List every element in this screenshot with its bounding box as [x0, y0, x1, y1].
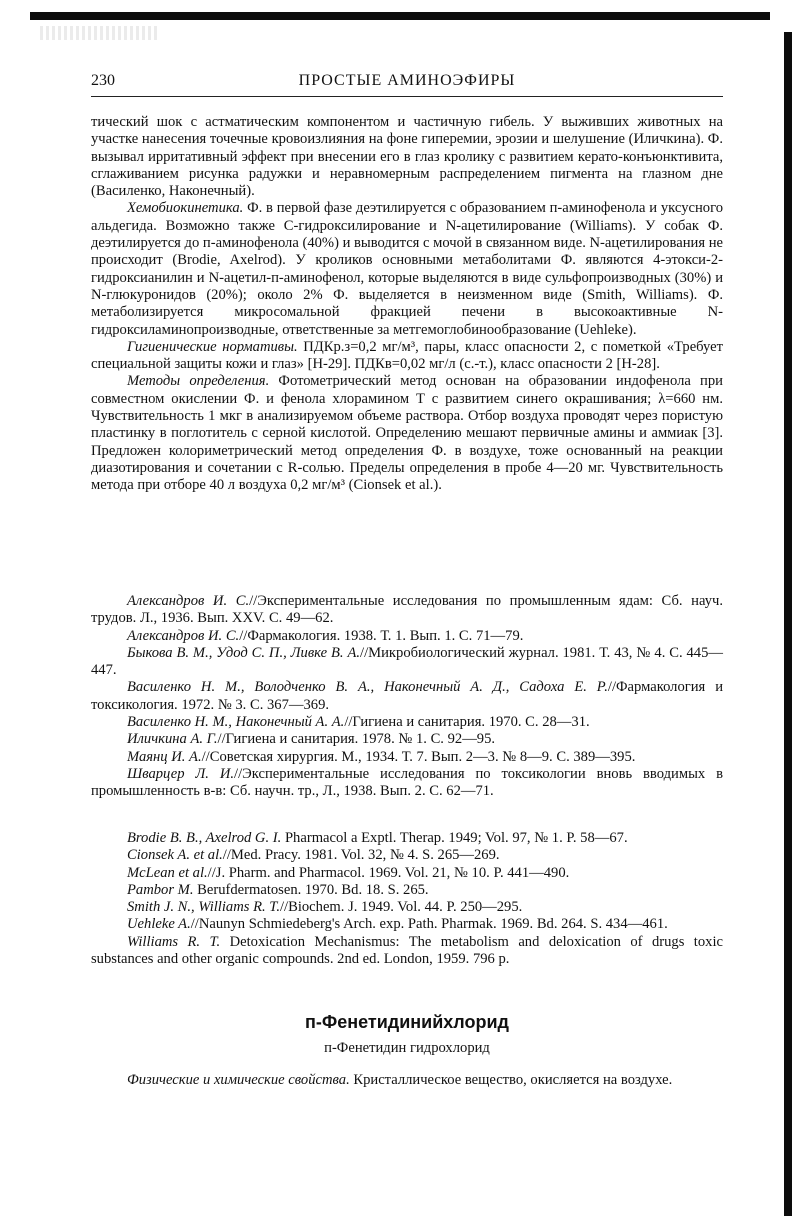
reference-source: //Экспериментальные исследования по токсикологии вновь вводимых в промышленность в-в: Сб. научн. тр., Л., 1938. Вып. 2. С. 62—71.	[91, 765, 723, 800]
paragraph-heading: Гигиенические нормативы.	[127, 338, 298, 355]
reference-source: //Med. Pracy. 1981. Vol. 32, № 4. S. 265—269.	[222, 847, 500, 864]
reference-authors: Smith J. N., Williams R. T.	[127, 899, 280, 916]
reference-source: //Гигиена и санитария. 1978. № 1. С. 92—95.	[217, 731, 496, 748]
page-number: 230	[91, 72, 115, 89]
reference-authors: Василенко Н. М., Наконечный А. А.	[127, 714, 345, 731]
reference-source: Detoxication Mechanismus: The metabolism and deloxication of drugs toxic substances and other organic compounds. 2nd ed. London, 1959. 796 p.	[91, 933, 723, 968]
paragraph-properties: Физические и химические свойства. Кристаллическое вещество, окисляется на воздухе.	[127, 1072, 673, 1088]
reference-source: //Фармакология. 1938. Т. 1. Вып. 1. С. 71—79.	[239, 627, 524, 644]
body-text	[91, 114, 723, 495]
reference-item	[91, 934, 723, 969]
reference-authors: Williams R. T.	[127, 933, 221, 950]
paragraph-hygienic-norms: Гигиенические нормативы. ПДКр.з=0,2 мг/м³, пары, класс опасности 2, с пометкой «Требует специальной защиты кожи и глаз» [Н-29]. ПДКв=0,02 мг/л (с.-т.), класс опасности 2 [Н-28].	[91, 338, 723, 373]
scan-right-edge	[784, 32, 792, 1216]
scan-artifact	[40, 26, 160, 40]
reference-item	[91, 731, 723, 748]
reference-source: Berufdermatosen. 1970. Bd. 18. S. 265.	[193, 881, 429, 898]
reference-source: //Фармакология и токсикология. 1972. № 3. С. 367—369.	[91, 679, 724, 713]
reference-item	[91, 916, 723, 933]
reference-item	[91, 714, 723, 731]
reference-authors: Шварцер Л. И.	[127, 765, 235, 782]
reference-item	[91, 882, 723, 899]
reference-authors: Александров И. С.	[127, 627, 240, 644]
reference-authors: Иличкина А. Г.	[127, 731, 218, 748]
reference-item	[91, 847, 723, 864]
references-russian	[91, 593, 723, 801]
paragraph-heading: Методы определения.	[127, 373, 270, 390]
reference-item	[91, 679, 723, 714]
reference-authors: Александров И. С.	[127, 593, 250, 609]
reference-source: Pharmacol a Exptl. Therap. 1949; Vol. 97, № 1. P. 58—67.	[281, 830, 628, 846]
reference-authors: Василенко Н. М., Володченко В. А., Наконечный А. Д., Садоха Е. Р.	[127, 679, 608, 696]
reference-source: //Микробиологический журнал. 1981. Т. 43, № 4. С. 445—447.	[91, 644, 723, 679]
paragraph-methods: Методы определения. Фотометрический метод основан на образовании индофенола при совместном окислении Ф. и фенола хлорамином Т с развитием синего окрашивания; λ=660 нм. Чувствительность 1 мкг в анализируемом объеме раствора. Отбор воздуха проводят через пористую пластинку в поглотитель с серной кислотой. Определению мешают первичные амины и аммиак [3]. Предложен колориметрический метод определения Ф. в воздухе, тоже основанный на реакции диазотирования и сочетании с R-солью. Пределы определения в пробе 4—20 мг. Чувствительность метода при отборе 40 л воздуха 0,2 мг/м³ (Cionsek et al.).	[91, 373, 723, 494]
paragraph-heading: Физические и химические свойства.	[127, 1072, 350, 1088]
paragraph-chemobiokinetics: Хемобиокинетика. Ф. в первой фазе деэтилируется с образованием п-аминофенола и уксусного альдегида. Возможно также С-гидроксилирование и N-ацетилирование (Williams). У собак Ф. деэтилируется до п-аминофенола (40%) и выводится с мочой в связанном виде. N-ацетилирования не происходит (Brodie, Axelrod). У кроликов основными метаболитами Ф. являются 4-этокси-2-гидроксианилин и N-ацетил-п-аминофенол, которые выделяются в виде сульфопроизводных (30%) и N-глюкуронидов (20%); около 2% Ф. выделяется в неизменном виде (Smith, Williams). Ф. метаболизируется микросомальной фракцией печени в высокоактивные N-гидроксиламинопроизводные, ответственные за метгемоглобинообразование (Uehleke).	[91, 200, 723, 338]
paragraph-heading: Хемобиокинетика.	[127, 200, 244, 217]
reference-item	[91, 749, 723, 766]
reference-item	[91, 865, 723, 882]
reference-source: //Советская хирургия. М., 1934. Т. 7. Вып. 2—3. № 8—9. С. 389—395.	[201, 748, 636, 765]
references-foreign	[91, 830, 723, 968]
section-body	[91, 1072, 723, 1089]
reference-authors: Маянц И. А.	[127, 748, 202, 765]
reference-item	[91, 766, 723, 801]
section-title: п-Фенетидинийхлорид	[305, 1012, 509, 1032]
reference-item	[91, 593, 723, 628]
reference-source: //Biochem. J. 1949. Vol. 44. P. 250—295.	[279, 899, 523, 916]
reference-item	[91, 645, 723, 680]
header-rule	[91, 96, 723, 97]
reference-source: //J. Pharm. and Pharmacol. 1969. Vol. 21, № 10. P. 441—490.	[207, 864, 570, 881]
reference-source: //Гигиена и санитария. 1970. С. 28—31.	[344, 714, 590, 731]
reference-authors: Uehleke A.	[127, 916, 191, 933]
reference-authors: Cionsek A. et al.	[127, 847, 223, 864]
reference-source: //Naunyn Schmiedeberg's Arch. exp. Path. Pharmak. 1969. Bd. 264. S. 434—461.	[190, 916, 668, 933]
reference-item	[91, 830, 723, 847]
section-subtitle: п-Фенетидин гидрохлорид	[324, 1040, 490, 1056]
scan-top-edge	[30, 12, 770, 20]
reference-source: //Экспериментальные исследования по промышленным ядам: Сб. науч. трудов. Л., 1936. Вып. XXV. С. 49—62.	[91, 593, 723, 627]
running-title: ПРОСТЫЕ АМИНОЭФИРЫ	[298, 72, 516, 89]
reference-item	[91, 899, 723, 916]
reference-authors: Быкова В. М., Удод С. П., Ливке В. А.	[127, 644, 361, 661]
reference-authors: McLean et al.	[127, 864, 208, 881]
reference-authors: Brodie B. B., Axelrod G. I.	[127, 830, 282, 846]
reference-authors: Pambor M.	[127, 881, 194, 898]
paragraph-intro: тический шок с астматическим компонентом и частичную гибель. У выживших животных на участке нанесения точечные кровоизлияния на фоне гиперемии, эрозии и шелушение (Иличкина). Ф. вызывал ирритативный эффект при внесении его в глаз кролику с развитием керато-конъюнктивита, сглаживанием рисунка радужки и неравномерным распределением пигмента на глазном дне (Василенко, Наконечный).	[91, 114, 723, 200]
reference-item	[91, 628, 723, 645]
